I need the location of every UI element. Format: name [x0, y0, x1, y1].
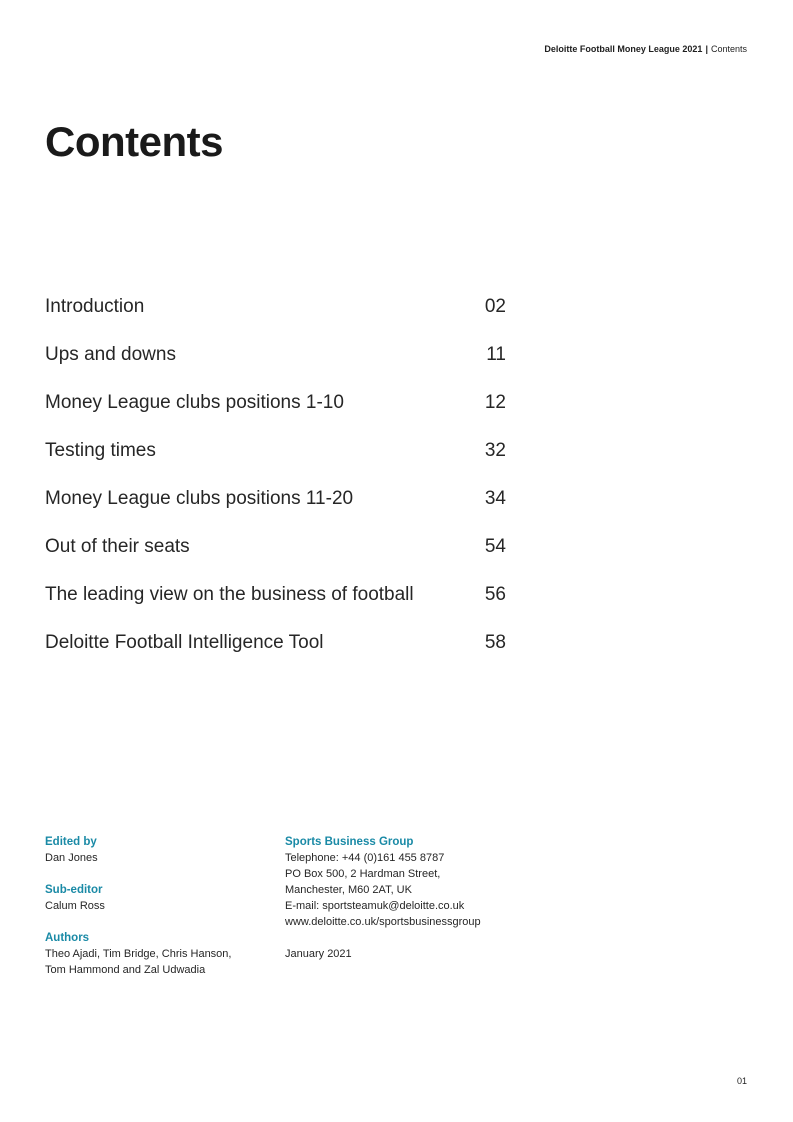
toc-item-label: Ups and downs [45, 344, 176, 365]
publication-date: January 2021 [285, 948, 352, 960]
toc-item-positions-1-10[interactable] [45, 392, 506, 440]
toc-item-label: Testing times [45, 440, 156, 461]
toc-item-label: Money League clubs positions 1-10 [45, 392, 344, 413]
toc-item-page: 34 [484, 488, 506, 509]
authors-line-1: Theo Ajadi, Tim Bridge, Chris Hanson, [45, 948, 232, 960]
toc-item-leading-view[interactable] [45, 584, 506, 632]
toc-item-label: Money League clubs positions 11-20 [45, 488, 354, 509]
header-separator: | [705, 44, 708, 54]
editor-name: Dan Jones [45, 852, 98, 864]
toc-item-intelligence-tool[interactable] [45, 632, 506, 680]
running-header [544, 44, 747, 54]
toc-item-page: 11 [486, 344, 506, 365]
header-doc-title: Deloitte Football Money League 2021 [544, 44, 703, 54]
page-number: 01 [736, 1076, 747, 1086]
sub-editor-label: Sub-editor [45, 884, 103, 896]
website-link[interactable]: www.deloitte.co.uk/sportsbusinessgroup [285, 916, 481, 928]
toc-item-ups-and-downs[interactable] [45, 344, 506, 392]
table-of-contents [45, 296, 506, 680]
credits-block [45, 834, 275, 978]
page-title: Contents [45, 118, 223, 165]
sub-editor-name: Calum Ross [45, 900, 105, 912]
group-label: Sports Business Group [285, 836, 414, 848]
toc-item-page: 02 [484, 296, 506, 317]
edited-by-label: Edited by [45, 836, 97, 848]
toc-item-label: Deloitte Football Intelligence Tool [45, 632, 324, 653]
toc-item-label: Introduction [45, 296, 145, 317]
toc-item-label: Out of their seats [45, 536, 190, 557]
address-line-1: PO Box 500, 2 Hardman Street, [285, 868, 441, 880]
header-section: Contents [710, 44, 747, 54]
contact-block [285, 834, 545, 962]
address-line-2: Manchester, M60 2AT, UK [285, 884, 412, 896]
toc-item-testing-times[interactable] [45, 440, 506, 488]
toc-item-label: The leading view on the business of football [45, 584, 414, 605]
toc-item-out-of-their-seats[interactable] [45, 536, 506, 584]
toc-item-page: 58 [484, 632, 506, 653]
telephone: Telephone: +44 (0)161 455 8787 [285, 852, 445, 864]
toc-item-positions-11-20[interactable] [45, 488, 506, 536]
toc-item-introduction[interactable] [45, 296, 506, 344]
toc-item-page: 12 [484, 392, 506, 413]
toc-item-page: 54 [484, 536, 506, 557]
toc-item-page: 32 [484, 440, 506, 461]
authors-line-2: Tom Hammond and Zal Udwadia [45, 964, 206, 976]
email-link[interactable]: E-mail: sportsteamuk@deloitte.co.uk [285, 900, 465, 912]
toc-item-page: 56 [484, 584, 506, 605]
authors-label: Authors [45, 932, 90, 944]
